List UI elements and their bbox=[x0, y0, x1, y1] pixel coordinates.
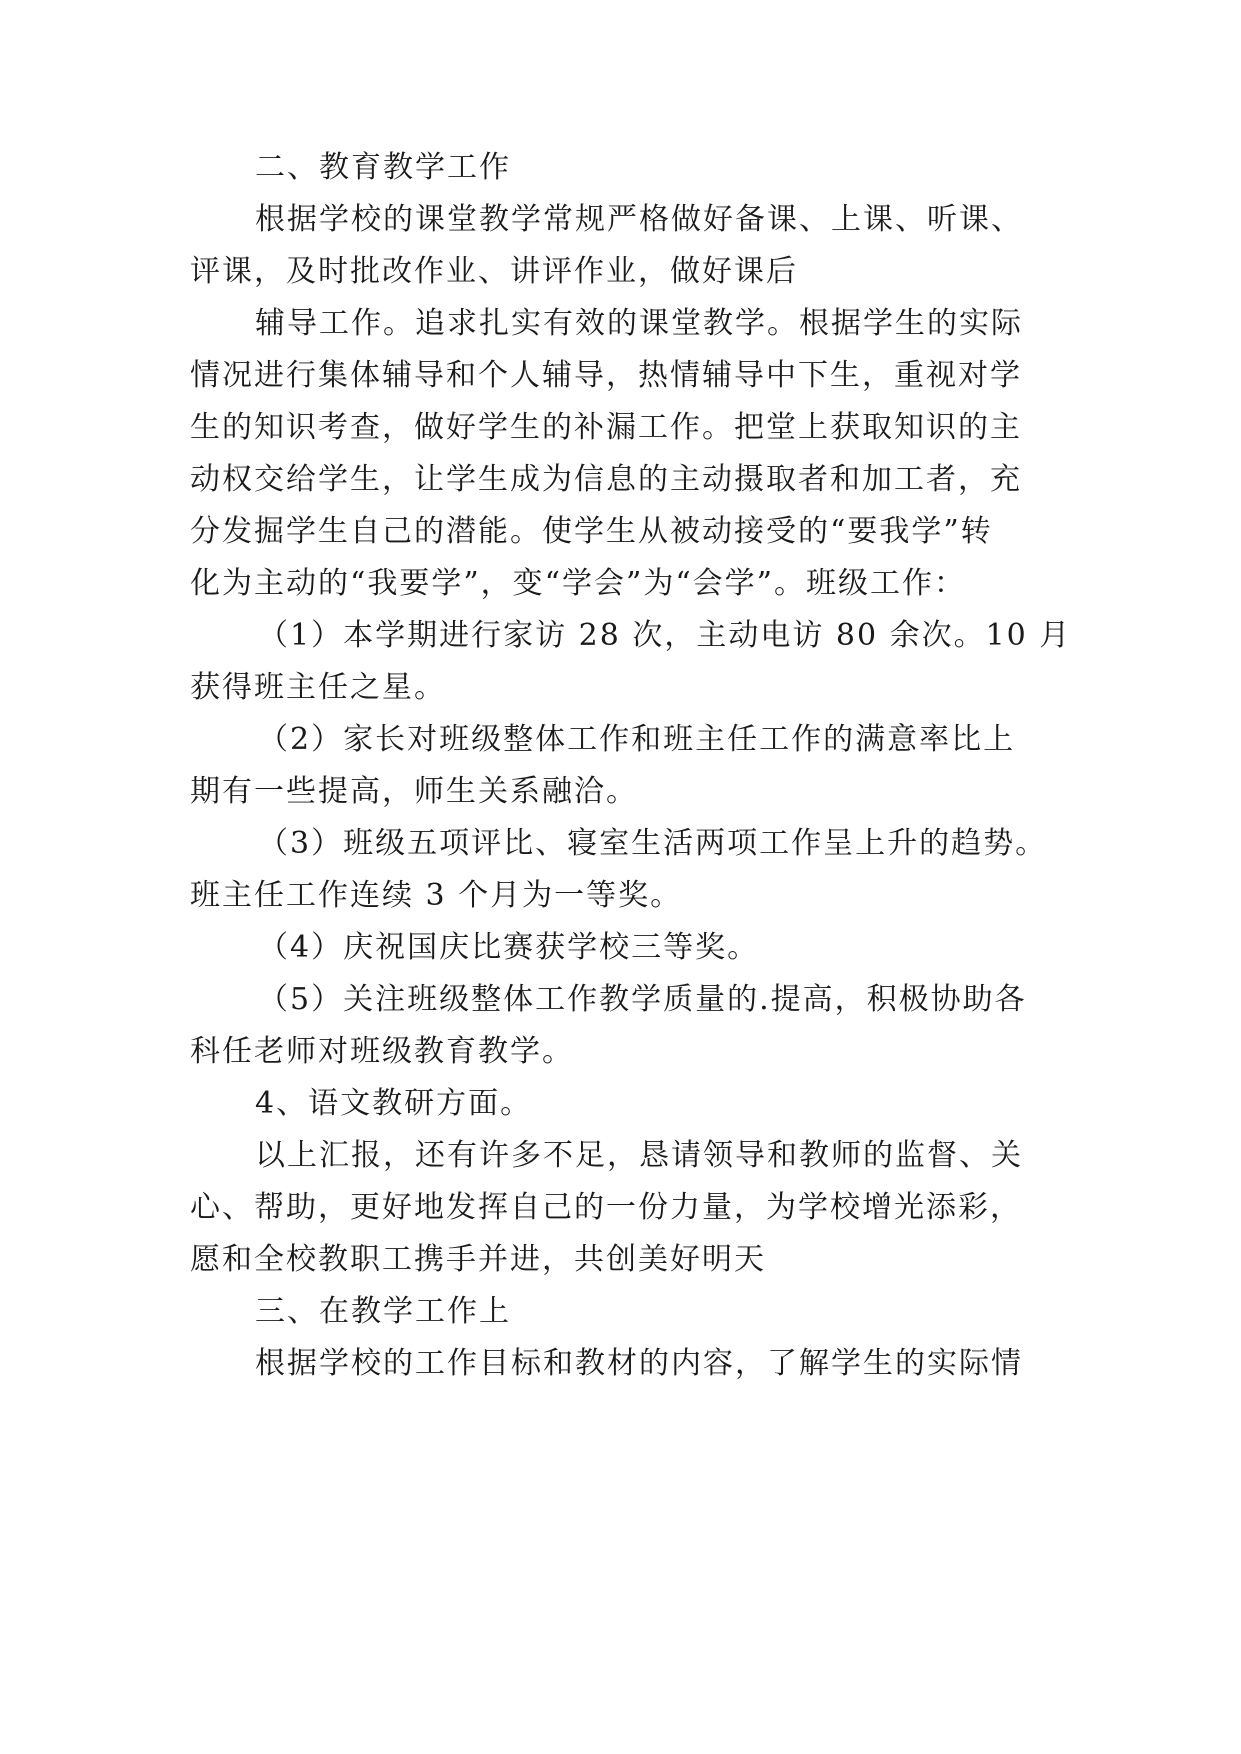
section-heading-4: 4、语文教研方面。 bbox=[255, 1086, 533, 1121]
list-item-4: （4）庆祝国庆比赛获学校三等奖。 bbox=[258, 930, 760, 965]
paragraph-line: 期有一些提高，师生关系融洽。 bbox=[190, 774, 638, 809]
list-item-3: （3）班级五项评比、寝室生活两项工作呈上升的趋势。 bbox=[258, 826, 1048, 861]
paragraph-line: 获得班主任之星。 bbox=[190, 670, 446, 705]
paragraph-line: 辅导工作。追求扎实有效的课堂教学。根据学生的实际 bbox=[255, 306, 1023, 341]
section-heading-3: 三、在教学工作上 bbox=[255, 1294, 511, 1329]
list-item-2: （2）家长对班级整体工作和班主任工作的满意率比上 bbox=[258, 722, 1016, 757]
paragraph-line: 生的知识考查，做好学生的补漏工作。把堂上获取知识的主 bbox=[190, 410, 1022, 445]
paragraph-line: 情况进行集体辅导和个人辅导，热情辅导中下生，重视对学 bbox=[190, 358, 1022, 393]
paragraph-line: 科任老师对班级教育教学。 bbox=[190, 1034, 574, 1069]
section-heading-2: 二、教育教学工作 bbox=[255, 150, 511, 185]
paragraph-line: 愿和全校教职工携手并进，共创美好明天 bbox=[190, 1242, 766, 1277]
paragraph-line: 以上汇报，还有许多不足，恳请领导和教师的监督、关 bbox=[255, 1138, 1023, 1173]
paragraph-line: 分发掘学生自己的潜能。使学生从被动接受的“要我学”转 bbox=[190, 514, 993, 549]
paragraph-line: 心、帮助，更好地发挥自己的一份力量，为学校增光添彩， bbox=[190, 1190, 1022, 1225]
list-item-5: （5）关注班级整体工作教学质量的.提高，积极协助各 bbox=[258, 982, 1027, 1017]
paragraph-line: 根据学校的工作目标和教材的内容，了解学生的实际情 bbox=[255, 1346, 1023, 1381]
list-item-1: （1）本学期进行家访 28 次，主动电访 80 余次。10 月 bbox=[258, 618, 1072, 653]
paragraph-line: 化为主动的“我要学”，变“学会”为“会学”。班级工作： bbox=[190, 566, 967, 601]
paragraph-line: 班主任工作连续 3 个月为一等奖。 bbox=[190, 878, 683, 913]
paragraph-line: 根据学校的课堂教学常规严格做好备课、上课、听课、 bbox=[255, 202, 1023, 237]
paragraph-line: 评课，及时批改作业、讲评作业，做好课后 bbox=[190, 254, 798, 289]
paragraph-line: 动权交给学生，让学生成为信息的主动摄取者和加工者，充 bbox=[190, 462, 1022, 497]
